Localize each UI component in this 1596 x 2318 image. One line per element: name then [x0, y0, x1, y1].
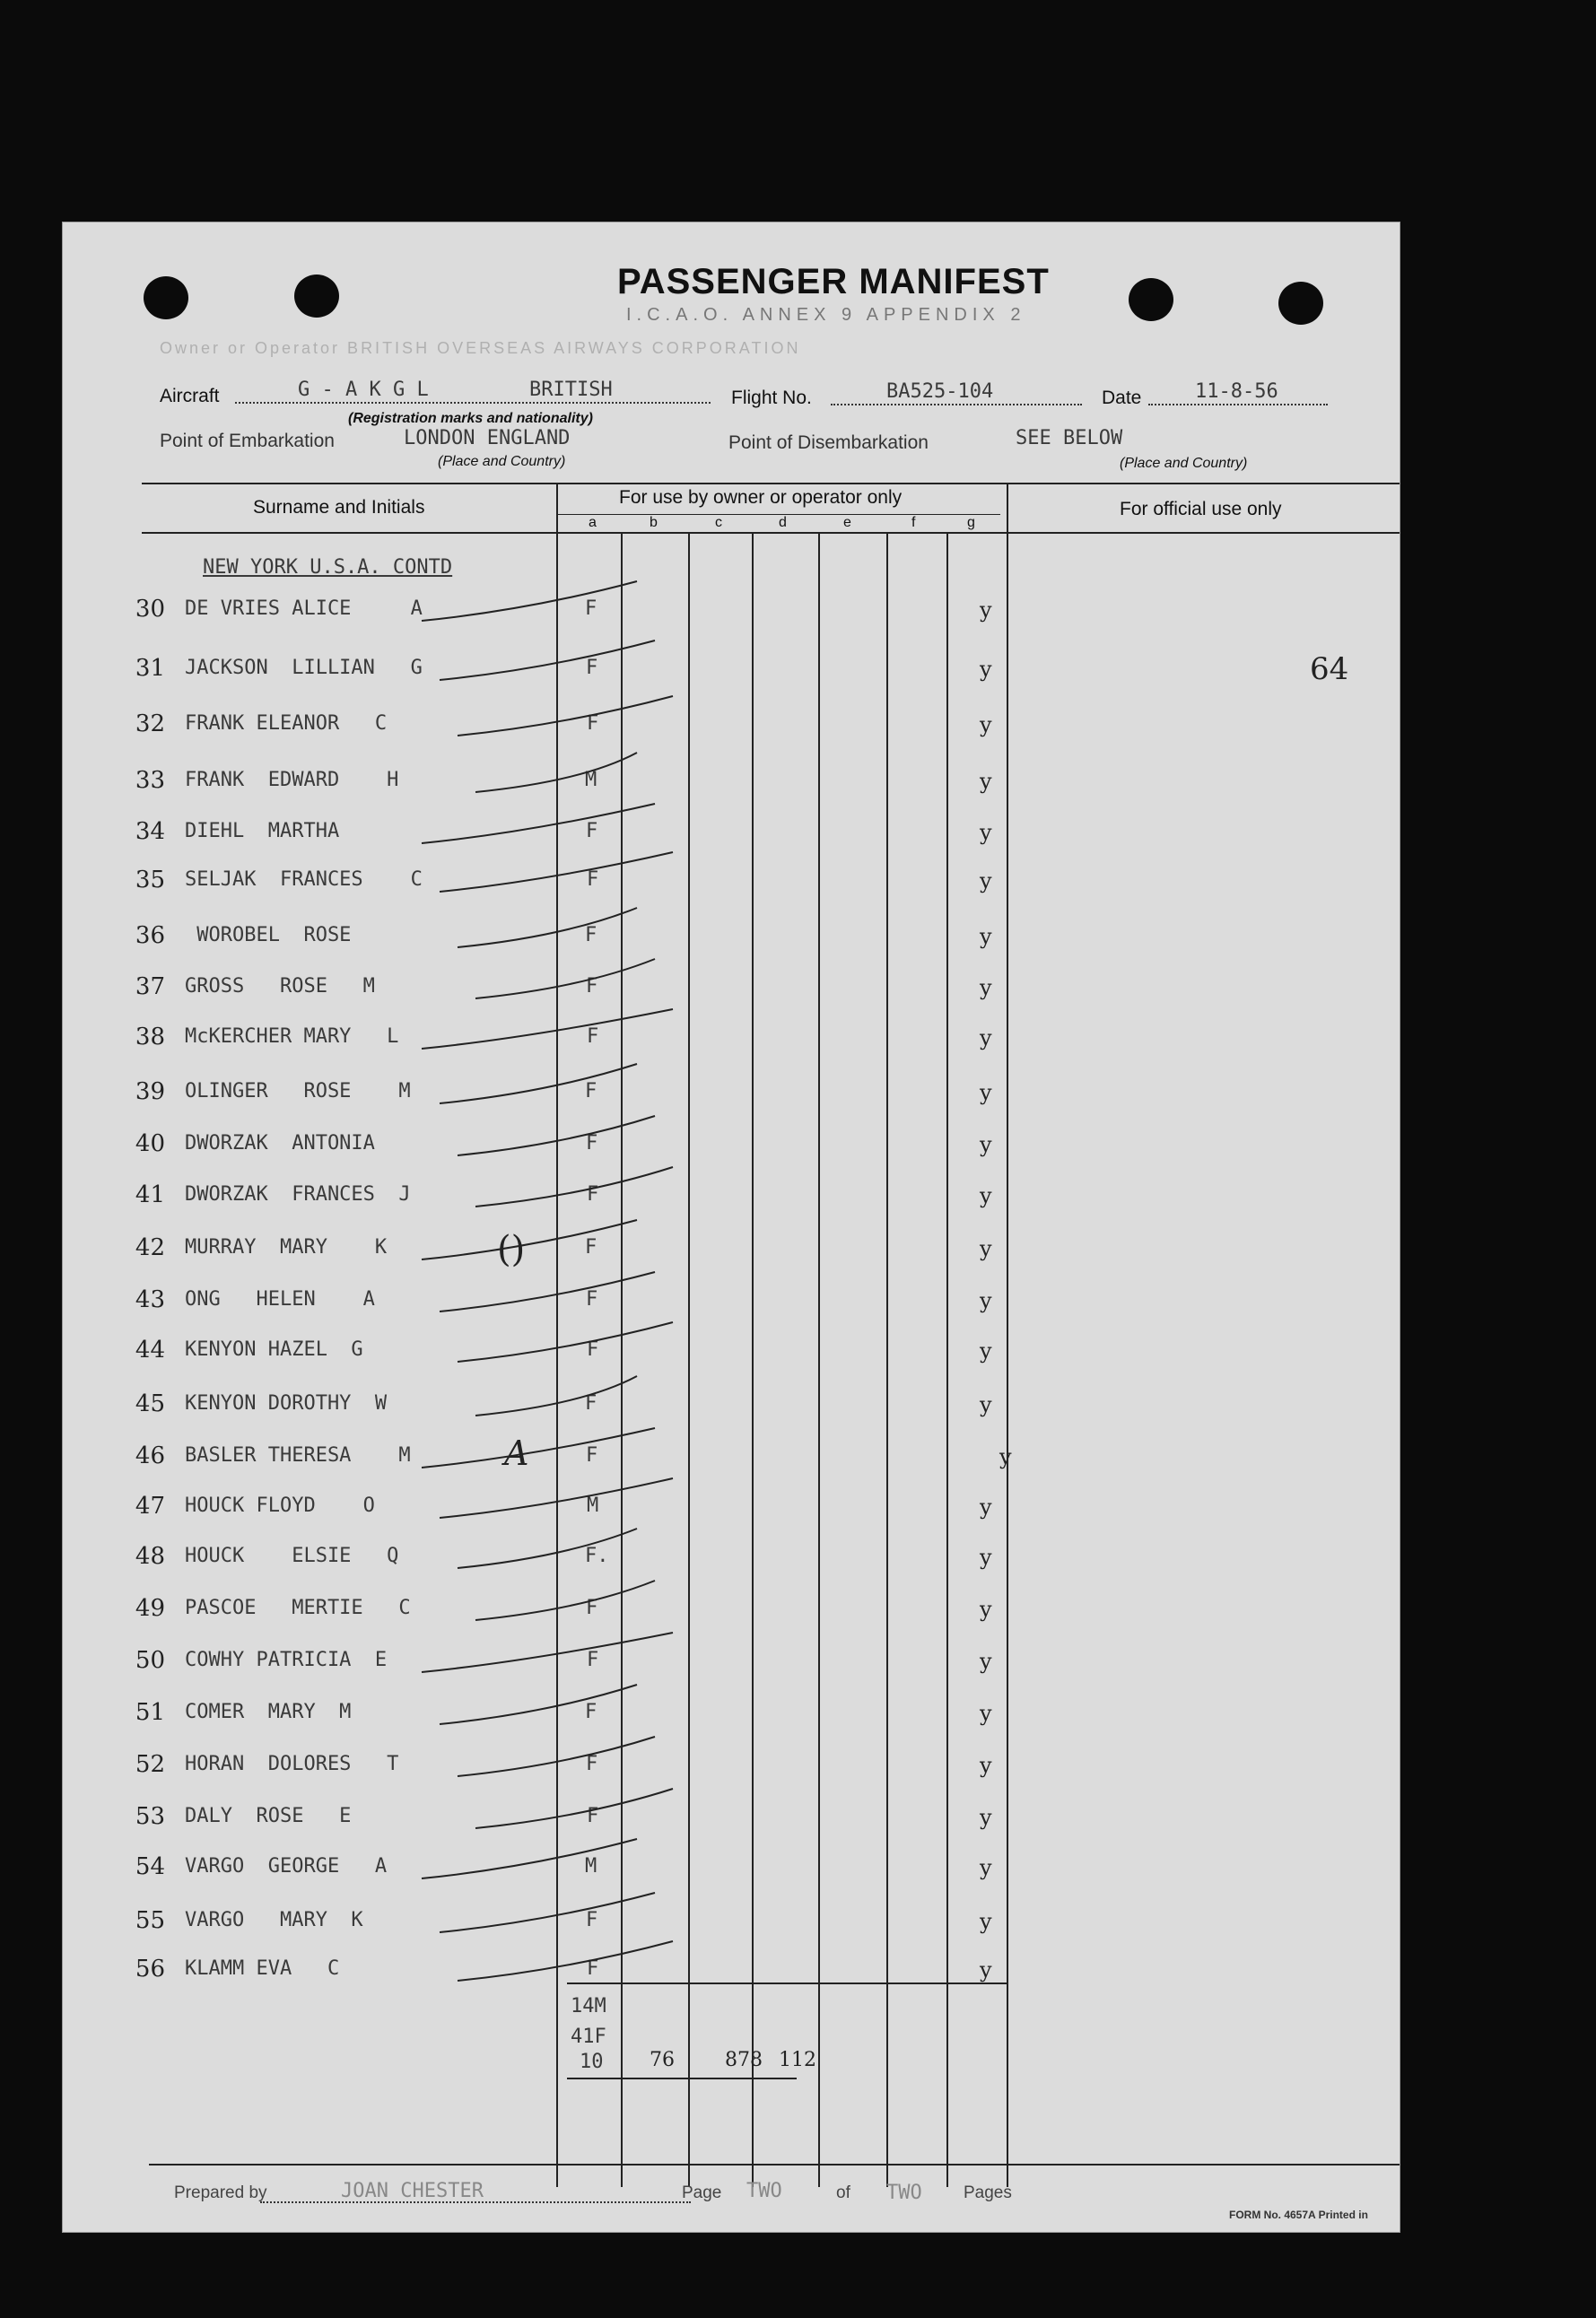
pencil-stroke [475, 1376, 637, 1416]
passenger-name: GROSS ROSE M [185, 975, 375, 998]
row-number: 37 [135, 973, 165, 1000]
aircraft-value: G - A K G L [298, 379, 429, 401]
passenger-col-g: y [980, 769, 992, 794]
pencil-stroke [475, 959, 655, 998]
pencil-stroke [475, 1581, 655, 1620]
disembark-note: (Place and Country) [1120, 456, 1248, 471]
passenger-sex: F [586, 820, 598, 842]
passenger-sex: F [586, 1753, 598, 1775]
embark-value: LONDON ENGLAND [404, 427, 571, 449]
passenger-name: DWORZAK ANTONIA [185, 1132, 375, 1155]
col-letter-f: f [911, 515, 916, 530]
row-number: 54 [135, 1853, 165, 1880]
pencil-stroke [440, 640, 655, 680]
embark-label: Point of Embarkation [160, 431, 335, 451]
row-number: 33 [135, 767, 165, 794]
passenger-name: DE VRIES ALICE A [185, 597, 423, 620]
total-col-c: 878 [725, 2049, 763, 2071]
passenger-col-g: y [980, 1080, 992, 1105]
passenger-sex: F [587, 868, 599, 891]
pencil-stroke [422, 1839, 637, 1878]
passenger-col-g: y [980, 1805, 992, 1830]
row-number: 48 [135, 1543, 165, 1570]
total-males: 14M [571, 1995, 606, 2017]
passenger-name: HOUCK ELSIE Q [185, 1545, 399, 1567]
passenger-sex: F [587, 1338, 599, 1361]
passenger-col-g: y [980, 868, 992, 893]
margin-mark-row46: A [504, 1434, 529, 1473]
date-label: Date [1102, 388, 1142, 408]
passenger-col-g: y [980, 1855, 992, 1880]
pencil-stroke [458, 1322, 673, 1362]
pencil-stroke [475, 753, 637, 792]
date-value: 11-8-56 [1195, 380, 1278, 403]
passenger-name: HOUCK FLOYD O [185, 1494, 375, 1517]
passenger-col-g: y [980, 1545, 992, 1570]
col-letter-c: c [715, 515, 722, 530]
passenger-name: SELJAK FRANCES C [185, 868, 423, 891]
passenger-sex: F [586, 1909, 598, 1931]
embark-note: (Place and Country) [438, 454, 566, 469]
pencil-stroke [422, 1633, 673, 1672]
col-letter-e: e [843, 515, 851, 530]
row-number: 44 [135, 1337, 165, 1364]
row-number: 30 [135, 596, 165, 623]
page-subtitle: I.C.A.O. ANNEX 9 APPENDIX 2 [626, 305, 1026, 325]
row-number: 42 [135, 1234, 165, 1261]
margin-mark-row42: () [497, 1229, 526, 1270]
passenger-name: OLINGER ROSE M [185, 1080, 411, 1102]
pencil-stroke [440, 852, 673, 892]
passenger-col-g: y [980, 975, 992, 1000]
pencil-stroke [440, 1893, 655, 1932]
passenger-name: ONG HELEN A [185, 1288, 375, 1311]
page-value: TWO [746, 2180, 782, 2202]
col-letter-g: g [967, 515, 975, 530]
passenger-name: KENYON HAZEL G [185, 1338, 363, 1361]
total-col-d: 112 [779, 2049, 816, 2071]
pencil-stroke [440, 1685, 637, 1724]
passenger-col-g: y [980, 1957, 992, 1982]
pencil-stroke [475, 1167, 673, 1207]
operator-line: Owner or Operator BRITISH OVERSEAS AIRWAYS CORPORATION [160, 339, 801, 357]
form-number: FORM No. 4657A Printed in [1229, 2209, 1368, 2221]
passenger-sex: F [585, 1392, 597, 1415]
passenger-col-g: y [980, 924, 992, 949]
row-number: 43 [135, 1286, 165, 1313]
pencil-stroke [475, 1789, 673, 1828]
row-number: 51 [135, 1699, 165, 1726]
total-females: 41F [571, 2026, 606, 2048]
passenger-name: MURRAY MARY K [185, 1236, 388, 1259]
passenger-sex: M [585, 769, 597, 791]
pencil-stroke [458, 908, 637, 947]
disembark-value: SEE BELOW [1016, 427, 1123, 449]
row-number: 46 [135, 1442, 165, 1469]
passenger-sex: F [587, 1183, 599, 1206]
passenger-col-g: y [980, 1338, 992, 1364]
passenger-sex: F [585, 1236, 597, 1259]
section-heading: NEW YORK U.S.A. CONTD [203, 556, 453, 579]
passenger-col-g: y [980, 1025, 992, 1050]
flight-label: Flight No. [731, 388, 812, 408]
passenger-sex: F [586, 1288, 598, 1311]
manifest-sheet [63, 222, 1400, 2232]
row-number: 52 [135, 1751, 165, 1778]
passenger-name: HORAN DOLORES T [185, 1753, 399, 1775]
passenger-sex: F [585, 597, 597, 620]
official-note: 64 [1310, 651, 1349, 687]
row-number: 36 [135, 922, 165, 949]
passenger-name: VARGO MARY K [185, 1909, 363, 1931]
col-letter-b: b [650, 515, 658, 530]
passenger-sex: F [586, 975, 598, 998]
aircraft-label: Aircraft [160, 386, 220, 406]
prepared-label: Prepared by [174, 2183, 267, 2202]
pencil-stroke [458, 696, 673, 736]
passenger-name: KENYON DOROTHY W [185, 1392, 388, 1415]
official-column-header: For official use only [1120, 499, 1282, 519]
passenger-col-g: y [980, 1236, 992, 1261]
passenger-sex: F [587, 1957, 599, 1980]
prepared-value: JOAN CHESTER [341, 2180, 484, 2202]
passenger-col-g: y [980, 1288, 992, 1313]
pencil-stroke [458, 1737, 655, 1776]
passenger-col-g: y [980, 1132, 992, 1157]
passenger-sex: M [587, 1494, 599, 1517]
passenger-col-g: y [980, 1701, 992, 1726]
of-value: TWO [886, 2182, 922, 2204]
passenger-col-g: y [980, 597, 992, 623]
pencil-stroke [458, 1941, 673, 1981]
row-number: 39 [135, 1078, 165, 1105]
passenger-col-g: y [980, 1753, 992, 1778]
passenger-sex: F [586, 657, 598, 679]
passenger-sex: F [587, 712, 599, 735]
passenger-name: McKERCHER MARY L [185, 1025, 399, 1048]
row-number: 38 [135, 1024, 165, 1050]
passenger-name: WOROBEL ROSE [185, 924, 352, 946]
passenger-sex: F [586, 1132, 598, 1155]
row-number: 53 [135, 1803, 165, 1830]
of-label: of [836, 2183, 850, 2202]
passenger-sex: F [585, 924, 597, 946]
row-number: 41 [135, 1181, 165, 1208]
passenger-name: KLAMM EVA C [185, 1957, 340, 1980]
passenger-name: DWORZAK FRANCES J [185, 1183, 411, 1206]
row-number: 35 [135, 867, 165, 893]
row-number: 40 [135, 1130, 165, 1157]
pencil-stroke [440, 1272, 655, 1312]
row-number: 34 [135, 818, 165, 845]
totals-bottom-rule [567, 2078, 797, 2079]
row-number: 56 [135, 1956, 165, 1982]
passenger-sex: F [585, 1701, 597, 1723]
pencil-stroke [422, 1220, 637, 1259]
passenger-name: VARGO GEORGE A [185, 1855, 388, 1878]
footer-rule [149, 2164, 1400, 2166]
totals-top-rule [567, 1982, 1007, 1984]
passenger-col-g: y [980, 1909, 992, 1934]
name-column-header: Surname and Initials [253, 497, 425, 518]
passenger-col-g: y [980, 712, 992, 737]
pencil-stroke [422, 581, 637, 621]
pencil-stroke [422, 804, 655, 843]
passenger-col-g: y [980, 1494, 992, 1520]
passenger-col-g: y [980, 820, 992, 845]
passenger-sex: F [585, 1080, 597, 1102]
col-letter-a: a [589, 515, 597, 530]
row-number: 50 [135, 1647, 165, 1674]
row-number: 31 [135, 655, 165, 682]
pencil-stroke [422, 1009, 673, 1049]
row-number: 32 [135, 710, 165, 737]
passenger-name: BASLER THERESA M [185, 1444, 411, 1467]
owner-column-header: For use by owner or operator only [619, 487, 903, 508]
passenger-sex: F [587, 1805, 599, 1827]
pencil-stroke [440, 1064, 637, 1103]
passenger-name: JACKSON LILLIAN G [185, 657, 423, 679]
pencil-strokes [63, 222, 1400, 2232]
pages-label: Pages [964, 2183, 1012, 2202]
passenger-col-g: y [980, 1183, 992, 1208]
total-col-b: 76 [650, 2049, 675, 2071]
page-label: Page [682, 2183, 722, 2202]
passenger-name: DIEHL MARTHA [185, 820, 340, 842]
passenger-sex: F [586, 1597, 598, 1619]
registration-note: (Registration marks and nationality) [348, 411, 593, 426]
passenger-sex: F [586, 1444, 598, 1467]
row-number: 49 [135, 1595, 165, 1622]
passenger-name: FRANK EDWARD H [185, 769, 399, 791]
passenger-col-g: y [999, 1444, 1012, 1469]
passenger-col-g: y [980, 1649, 992, 1674]
passenger-col-g: y [980, 657, 992, 682]
disembark-label: Point of Disembarkation [728, 432, 929, 453]
pencil-stroke [422, 1428, 655, 1468]
flight-value: BA525-104 [886, 380, 994, 403]
passenger-name: PASCOE MERTIE C [185, 1597, 411, 1619]
row-number: 45 [135, 1390, 165, 1417]
passenger-col-g: y [980, 1597, 992, 1622]
nationality-value: BRITISH [529, 379, 613, 401]
passenger-sex: M [585, 1855, 597, 1878]
pencil-stroke [458, 1529, 637, 1568]
row-number: 47 [135, 1493, 165, 1520]
row-number: 55 [135, 1907, 165, 1934]
pencil-stroke [458, 1116, 655, 1155]
total-col-a: 10 [580, 2051, 604, 2073]
passenger-name: COWHY PATRICIA E [185, 1649, 388, 1671]
passenger-col-g: y [980, 1392, 992, 1417]
passenger-sex: F. [585, 1545, 609, 1567]
passenger-sex: F [587, 1025, 599, 1048]
passenger-name: DALY ROSE E [185, 1805, 352, 1827]
passenger-name: COMER MARY M [185, 1701, 352, 1723]
page-title: PASSENGER MANIFEST [617, 262, 1050, 301]
col-letter-d: d [779, 515, 787, 530]
pencil-stroke [440, 1478, 673, 1518]
passenger-sex: F [587, 1649, 599, 1671]
passenger-name: FRANK ELEANOR C [185, 712, 388, 735]
